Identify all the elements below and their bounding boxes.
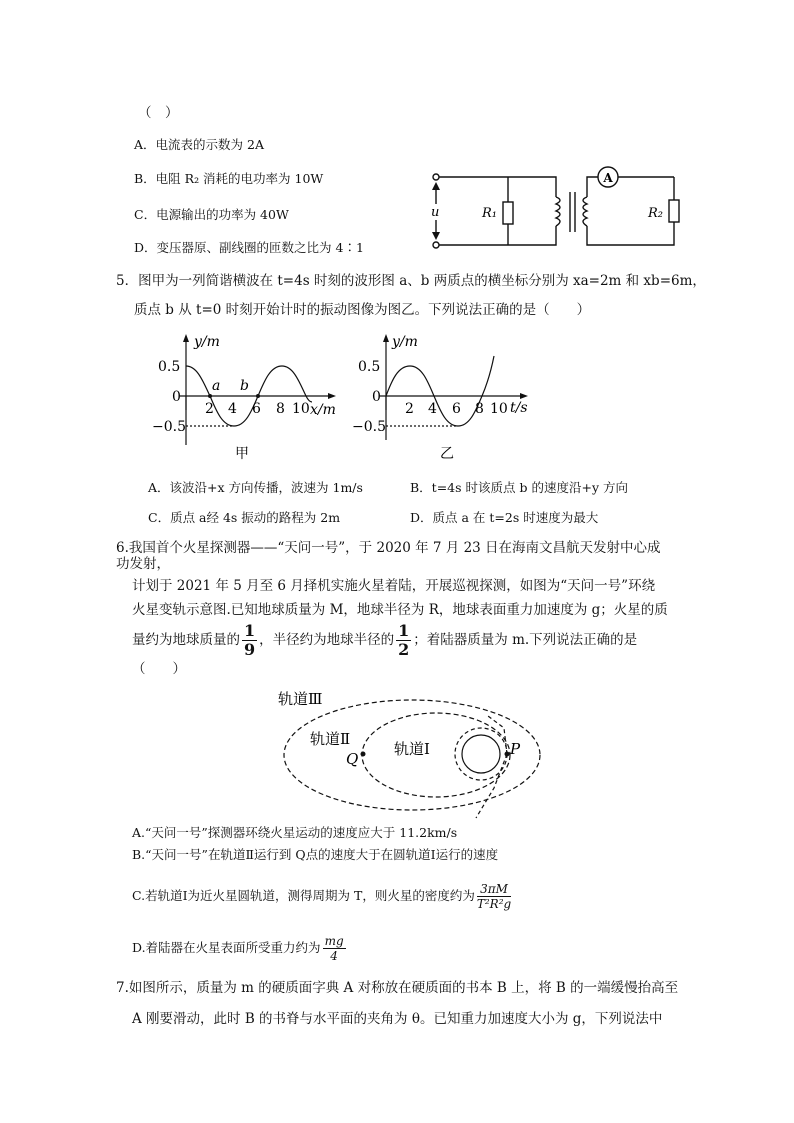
yi-xtick-10: 10 xyxy=(490,401,508,417)
q6-option-d-text: D.着陆器在火星表面所受重力约为 xyxy=(132,940,321,955)
jia-xtick-2: 2 xyxy=(205,401,214,417)
q7-stem-line1: 7.如图所示，质量为 m 的硬质面字典 A 对称放在硬质面的书本 B 上，将 B 的一端缓慢抬高至 xyxy=(116,980,679,996)
yi-ytick-zero: 0 xyxy=(372,389,381,405)
q6-line5-part1: 量约为地球质量的 xyxy=(132,632,240,648)
yi-ytick-neg: −0.5 xyxy=(352,419,386,435)
orbit-2-label: 轨道Ⅱ xyxy=(310,730,351,748)
fraction-one-half: $\frac{1}{2}$ xyxy=(398,621,410,659)
yi-xtick-6: 6 xyxy=(452,401,461,417)
jia-ytick-pos: 0.5 xyxy=(158,359,181,375)
yi-caption: 乙 xyxy=(440,446,454,460)
r2-label: R₂ xyxy=(648,206,663,221)
q7-stem-line2: A 刚要滑动，此时 B 的书脊与水平面的夹角为 θ。已知重力加速度大小为 g，下列说法中 xyxy=(132,1011,663,1027)
q6-stem-line1: 6.我国首个火星探测器——“天问一号”，于 2020 年 7 月 23 日在海南文昌航天发射中心成 xyxy=(116,540,661,556)
q6-option-c xyxy=(132,876,513,916)
jia-caption: 甲 xyxy=(235,446,249,460)
voltage-u-label: u xyxy=(431,205,440,220)
transformer-circuit-diagram xyxy=(420,162,690,256)
q5-option-b: B．t=4s 时该质点 b 的速度沿+y 方向 xyxy=(410,480,628,495)
q5-option-a: A．该波沿+x 方向传播，波速为 1m/s xyxy=(148,480,363,495)
q4-option-b: B．电阻 R₂ 消耗的电功率为 10W xyxy=(134,171,324,186)
orbit-3-label: 轨道Ⅲ xyxy=(278,690,323,708)
jia-ytick-neg: −0.5 xyxy=(152,419,186,435)
q6-stem-line2: 功发射， xyxy=(116,556,170,572)
q6-option-c-text: C.若轨道Ⅰ为近火星圆轨道，测得周期为 T，则火星的密度约为 xyxy=(132,888,475,903)
vibration-graph-yi xyxy=(352,330,552,460)
ammeter-label: A xyxy=(603,171,613,185)
q6-stem-line4: 火星变轨示意图.已知地球质量为 M，地球半径为 R，地球表面重力加速度为 g；火星的质 xyxy=(132,602,668,618)
point-p-label: P xyxy=(510,740,521,758)
q6-stem-line3: 计划于 2021 年 5 月至 6 月择机实施火星着陆，开展巡视探测，如图为“天问一号”环绕 xyxy=(132,578,656,594)
wave-graph-jia xyxy=(150,330,350,460)
q4-option-c: C．电源输出的功率为 40W xyxy=(134,207,289,222)
q5-option-d: D．质点 a 在 t=2s 时速度为最大 xyxy=(410,510,599,525)
point-a-label: a xyxy=(212,378,221,394)
jia-ytick-zero: 0 xyxy=(172,389,181,405)
q5-stem-line2: 质点 b 从 t=0 时刻开始计时的振动图像为图乙。下列说法正确的是（ ） xyxy=(134,302,591,318)
yi-y-label: y/m xyxy=(392,334,418,350)
jia-xtick-8: 8 xyxy=(276,401,285,417)
answer-paren: （ ） xyxy=(138,105,179,121)
q6-line5-part3: ；着陆器质量为 m.下列说法正确的是 xyxy=(413,632,638,648)
jia-xtick-4: 4 xyxy=(228,401,237,417)
jia-x-label: x/m xyxy=(310,402,336,418)
yi-xtick-8: 8 xyxy=(475,401,484,417)
point-q-label: Q xyxy=(346,750,359,768)
density-fraction: $\frac{3\pi M}{\text{T²R²g}}$ xyxy=(476,882,512,911)
q5-stem-line1: 5．图甲为一列简谐横波在 t=4s 时刻的波形图 a、b 两质点的横坐标分别为 xa=2m 和 xb=6m， xyxy=(116,273,706,289)
q6-line5-part2: ，半径约为地球半径的 xyxy=(259,632,395,648)
yi-xtick-4: 4 xyxy=(428,401,437,417)
fraction-one-ninth: $\frac{1}{9}$ xyxy=(244,621,256,659)
orbit-1-label: 轨道Ⅰ xyxy=(394,740,430,758)
point-b-label: b xyxy=(240,378,249,394)
yi-x-label: t/s xyxy=(510,400,528,416)
jia-y-label: y/m xyxy=(194,334,220,350)
gravity-fraction: $\frac{mg}{4}$ xyxy=(324,934,344,963)
q4-option-a: A．电流表的示数为 2A xyxy=(134,137,264,152)
jia-xtick-10: 10 xyxy=(292,401,310,417)
yi-ytick-pos: 0.5 xyxy=(358,359,381,375)
q6-stem-line5 xyxy=(132,620,637,660)
r1-label: R₁ xyxy=(482,206,497,221)
q5-option-c: C．质点 a经 4s 振动的路程为 2m xyxy=(148,510,341,525)
q4-option-d: D．变压器原、副线圈的匝数之比为 4∶1 xyxy=(134,240,364,255)
yi-xtick-2: 2 xyxy=(405,401,414,417)
jia-xtick-6: 6 xyxy=(252,401,261,417)
q6-answer-paren: （ ） xyxy=(132,661,186,677)
q6-option-a: A.“天问一号”探测器环绕火星运动的速度应大于 11.2km/s xyxy=(132,825,458,840)
q6-option-d xyxy=(132,928,348,968)
q6-option-b: B.“天问一号”在轨道Ⅱ运行到 Q点的速度大于在圆轨道Ⅰ运行的速度 xyxy=(132,847,499,862)
mars-orbit-diagram xyxy=(276,680,546,820)
